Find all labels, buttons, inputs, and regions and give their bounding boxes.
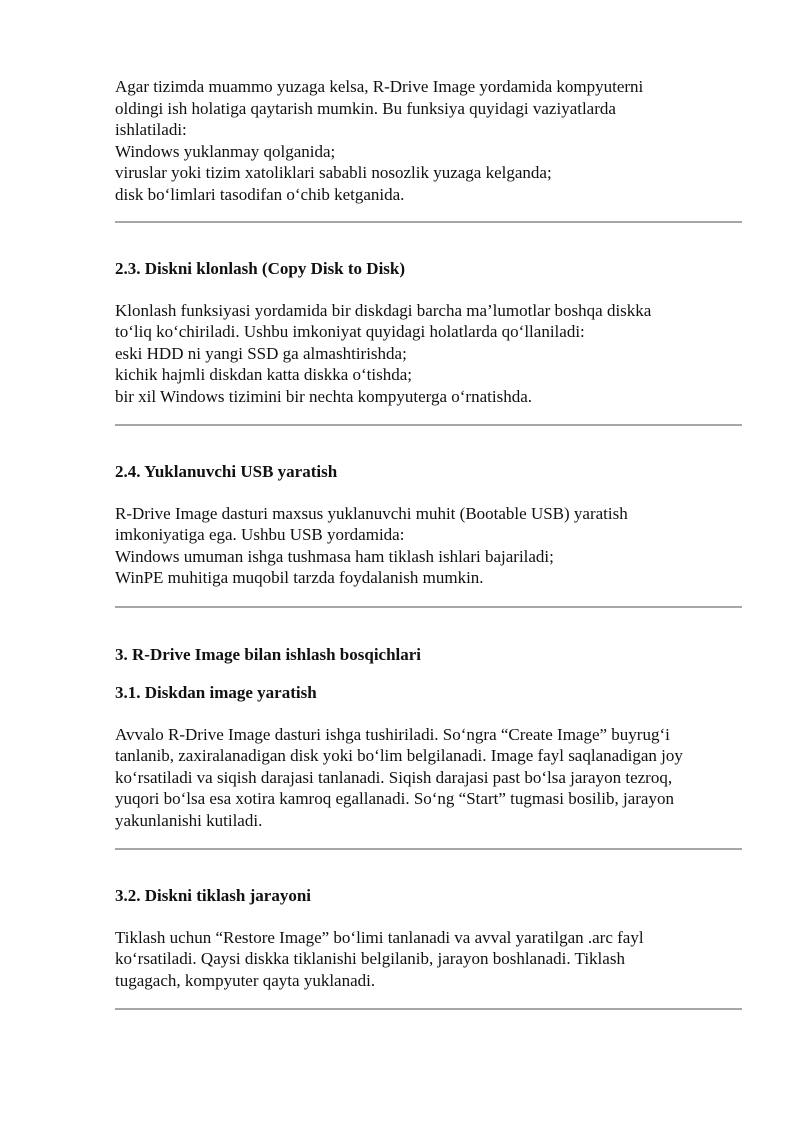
text-line: Agar tizimda muammo yuzaga kelsa, R-Drive Image yordamida kompyuterni	[115, 77, 644, 96]
text-line: viruslar yoki tizim xatoliklari sababli nosozlik yuzaga kelganda;	[115, 163, 552, 182]
section-divider	[115, 221, 742, 223]
text-line: ko‘rsatiladi va siqish darajasi tanlanadi. Siqish darajasi past bo‘lsa jarayon tezroq,	[115, 767, 673, 787]
section-3-1-paragraph	[115, 724, 742, 832]
text-line: R-Drive Image dasturi maxsus yuklanuvchi muhit (Bootable USB) yaratish	[115, 503, 628, 523]
text-line: ko‘rsatiladi. Qaysi diskka tiklanishi belgilanib, jarayon boshlanadi. Tiklash	[115, 949, 625, 968]
section-3-2-paragraph	[115, 927, 742, 992]
text-line: kichik hajmli diskdan katta diskka o‘tishda;	[115, 365, 412, 384]
text-line: yuqori bo‘lsa esa xotira kamroq egallanadi. So‘ng “Start” tugmasi bosilib, jarayon	[115, 789, 674, 808]
text-line: yakunlanishi kutiladi.	[115, 810, 263, 830]
section-2-3-paragraph	[115, 300, 742, 408]
text-line: oldingi ish holatiga qaytarish mumkin. Bu funksiya quyidagi vaziyatlarda	[115, 98, 616, 118]
text-line: WinPE muhitiga muqobil tarzda foydalanish mumkin.	[115, 568, 484, 587]
text-line: to‘liq ko‘chiriladi. Ushbu imkoniyat quyidagi holatlarda qo‘llaniladi:	[115, 322, 585, 341]
text-line: tanlanib, zaxiralanadigan disk yoki bo‘lim belgilanadi. Image fayl saqlanadigan joy	[115, 746, 683, 765]
intro-paragraph	[115, 76, 742, 205]
section-heading-3-1: 3.1. Diskdan image yaratish	[115, 683, 317, 702]
text-line: eski HDD ni yangi SSD ga almashtirishda;	[115, 343, 407, 363]
section-heading-2-3: 2.3. Diskni klonlash (Copy Disk to Disk)	[115, 259, 406, 278]
section-divider	[115, 848, 742, 850]
section-heading-3-2: 3.2. Diskni tiklash jarayoni	[115, 886, 312, 905]
text-line: bir xil Windows tizimini bir nechta kompyuterga o‘rnatishda.	[115, 386, 532, 406]
text-line: imkoniyatiga ega. Ushbu USB yordamida:	[115, 525, 405, 544]
text-line: Avvalo R-Drive Image dasturi ishga tushiriladi. So‘ngra “Create Image” buyrug‘i	[115, 724, 670, 744]
text-line: Windows umuman ishga tushmasa ham tiklash ishlari bajariladi;	[115, 546, 554, 566]
text-line: Windows yuklanmay qolganida;	[115, 141, 336, 161]
section-divider	[115, 1008, 742, 1010]
section-divider	[115, 424, 742, 426]
section-2-4-paragraph	[115, 503, 742, 589]
section-heading-3: 3. R-Drive Image bilan ishlash bosqichlari	[115, 644, 422, 664]
text-line: disk bo‘limlari tasodifan o‘chib ketganida.	[115, 184, 405, 204]
section-heading-2-4: 2.4. Yuklanuvchi USB yaratish	[115, 462, 338, 481]
document-page	[115, 76, 742, 1010]
text-line: Tiklash uchun “Restore Image” bo‘limi tanlanadi va avval yaratilgan .arc fayl	[115, 927, 644, 947]
section-divider	[115, 606, 742, 608]
text-line: ishlatiladi:	[115, 120, 187, 139]
text-line: Klonlash funksiyasi yordamida bir diskdagi barcha ma’lumotlar boshqa diskka	[115, 300, 652, 320]
text-line: tugagach, kompyuter qayta yuklanadi.	[115, 970, 376, 990]
